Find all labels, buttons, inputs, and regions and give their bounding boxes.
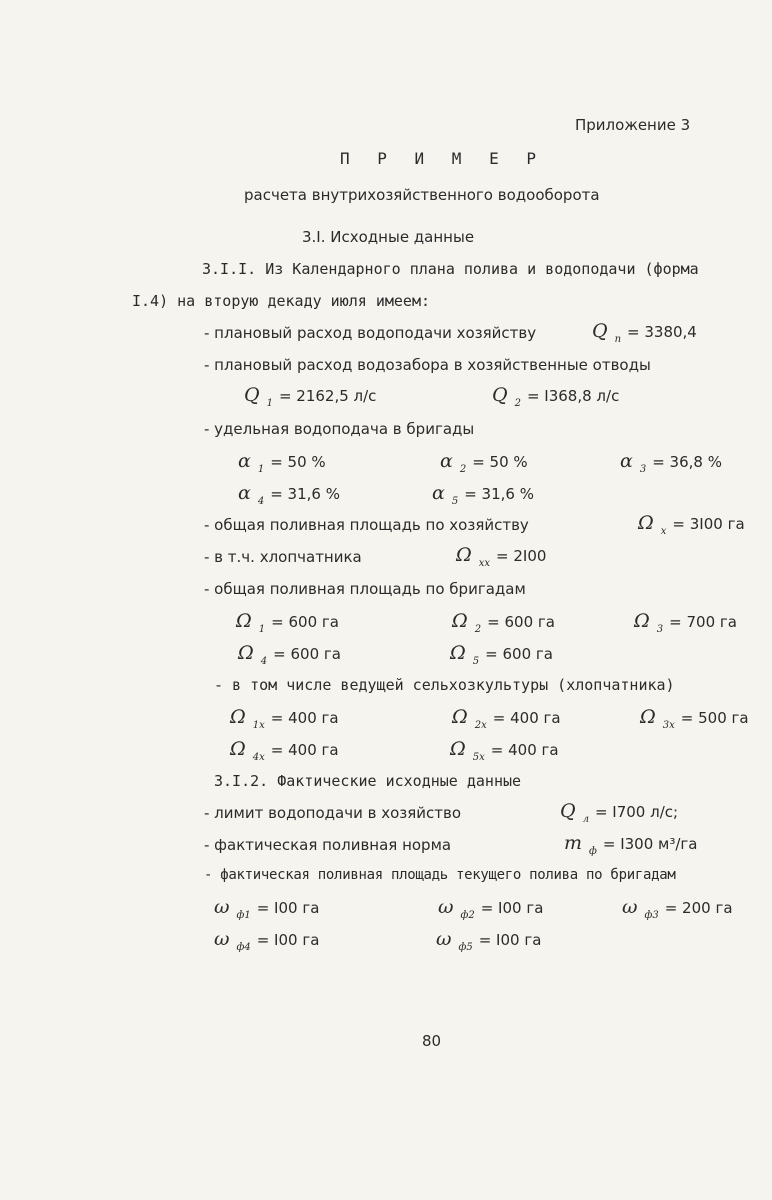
value: = 600 га: [273, 645, 341, 663]
subscript: ф: [589, 846, 597, 857]
value: = 3I00 га: [672, 515, 745, 533]
symbol: ω: [214, 896, 230, 918]
value: = 600 га: [487, 613, 555, 631]
document-title: П Р И М Е Р: [340, 149, 545, 168]
subscript: 1x: [252, 720, 265, 731]
symbol: Ω: [634, 610, 650, 632]
symbol: Q: [492, 384, 508, 406]
item-label: - фактическая поливная площадь текущего полива по бригадам: [204, 867, 676, 883]
formula: [560, 800, 679, 825]
paragraph-line: 3.I.I. Из Календарного плана полива и водоподачи (форма: [202, 260, 699, 278]
item-label: - в т.ч. хлопчатника: [204, 548, 362, 566]
formula: [230, 706, 339, 731]
formula: [236, 610, 339, 635]
formula: [564, 832, 698, 857]
formula: [638, 512, 745, 537]
subscript: 1: [257, 464, 265, 475]
subscript: 3x: [662, 720, 675, 731]
subscript: xx: [478, 558, 491, 569]
symbol: Q: [560, 800, 576, 822]
subscript: 1: [266, 398, 273, 409]
item-label: - плановый расход водозабора в хозяйственные отводы: [204, 356, 651, 374]
symbol: ω: [214, 928, 230, 950]
value: = 400 га: [270, 709, 339, 727]
subscript: 5x: [472, 752, 485, 763]
subscript: n: [614, 334, 622, 345]
formula: [592, 320, 697, 345]
value: = 400 га: [270, 741, 339, 759]
value: = 400 га: [490, 741, 559, 759]
subscript: ф5: [458, 942, 473, 953]
formula: [492, 384, 620, 409]
paragraph-line: I.4) на вторую декаду июля имеем:: [132, 292, 431, 310]
subscript: ф4: [236, 942, 251, 953]
subscript: ф3: [644, 910, 659, 921]
formula: [620, 450, 722, 475]
subscript: 5: [472, 656, 480, 667]
symbol: Q: [244, 384, 260, 406]
appendix-label: Приложение 3: [575, 116, 691, 134]
formula: [634, 610, 737, 635]
value: = I00 га: [480, 899, 544, 917]
item-label: - общая поливная площадь по бригадам: [204, 580, 526, 598]
value: = I300 м³/га: [602, 835, 698, 853]
subscript: ф2: [460, 910, 475, 921]
value: = 36,8 %: [652, 453, 722, 471]
symbol: Ω: [452, 610, 468, 632]
formula: [622, 896, 733, 921]
value: = I368,8 л/с: [526, 387, 620, 405]
value: = 200 га: [664, 899, 733, 917]
value: = 31,6 %: [464, 485, 534, 503]
symbol: Ω: [638, 512, 654, 534]
page-number: 80: [422, 1032, 442, 1050]
formula: [452, 706, 561, 731]
document-subtitle: расчета внутрихозяйственного водооборота: [244, 186, 600, 204]
symbol: α: [238, 450, 251, 472]
formula: [432, 482, 534, 507]
value: = 500 га: [680, 709, 749, 727]
formula: [436, 928, 542, 953]
formula: [238, 450, 326, 475]
symbol: Ω: [236, 610, 252, 632]
symbol: Ω: [230, 706, 246, 728]
formula: [238, 482, 340, 507]
value: = I00 га: [256, 899, 320, 917]
value: = 700 га: [669, 613, 737, 631]
subscript: x: [660, 526, 667, 537]
symbol: Ω: [230, 738, 246, 760]
value: = 50 %: [270, 453, 326, 471]
symbol: ω: [438, 896, 454, 918]
subscript: 2: [474, 624, 482, 635]
value: = 3380,4: [627, 323, 697, 341]
subscript: л: [582, 814, 589, 825]
value: = 31,6 %: [270, 485, 340, 503]
subscript: 1: [258, 624, 266, 635]
item-label: - плановый расход водоподачи хозяйству: [204, 324, 537, 342]
subscript: 4: [257, 496, 265, 507]
symbol: α: [440, 450, 453, 472]
formula: [452, 610, 555, 635]
value: = 600 га: [271, 613, 339, 631]
symbol: ω: [436, 928, 452, 950]
formula: [450, 642, 553, 667]
symbol: Q: [592, 320, 608, 342]
item-label: - общая поливная площадь по хозяйству: [204, 516, 529, 534]
value: = 50 %: [472, 453, 528, 471]
value: = 400 га: [492, 709, 561, 727]
value: = 600 га: [485, 645, 553, 663]
symbol: α: [432, 482, 445, 504]
subscript: ф1: [236, 910, 251, 921]
item-label: - фактическая поливная норма: [204, 836, 452, 854]
symbol: α: [620, 450, 633, 472]
formula: [640, 706, 749, 731]
formula: [214, 928, 320, 953]
formula: [230, 738, 339, 763]
symbol: Ω: [456, 544, 472, 566]
subscript: 2: [459, 464, 467, 475]
subscript: 5: [451, 496, 459, 507]
symbol: Ω: [450, 738, 466, 760]
symbol: Ω: [640, 706, 656, 728]
value: = 2I00: [496, 547, 547, 565]
value: = I00 га: [478, 931, 542, 949]
value: = I00 га: [256, 931, 320, 949]
formula: [238, 642, 341, 667]
formula: [456, 544, 547, 569]
section-heading: 3.I. Исходные данные: [302, 228, 475, 246]
formula: [214, 896, 320, 921]
formula: [244, 384, 377, 409]
item-label: - лимит водоподачи в хозяйство: [204, 804, 461, 822]
symbol: ω: [622, 896, 638, 918]
symbol: α: [238, 482, 251, 504]
subscript: 4: [260, 656, 268, 667]
symbol: Ω: [238, 642, 254, 664]
item-label: - удельная водоподача в бригады: [204, 420, 475, 438]
subscript: 3: [656, 624, 664, 635]
item-label: - в том числе ведущей сельхозкультуры (хлопчатника): [214, 676, 675, 694]
symbol: Ω: [452, 706, 468, 728]
formula: [450, 738, 559, 763]
subscript: 4x: [252, 752, 265, 763]
formula: [438, 896, 544, 921]
value: = 2162,5 л/с: [278, 387, 377, 405]
symbol: m: [564, 832, 583, 854]
section-heading: 3.I.2. Фактические исходные данные: [214, 772, 522, 790]
symbol: Ω: [450, 642, 466, 664]
subscript: 2x: [474, 720, 487, 731]
subscript: 2: [514, 398, 521, 409]
value: = I700 л/с;: [594, 803, 679, 821]
subscript: 3: [639, 464, 647, 475]
formula: [440, 450, 528, 475]
